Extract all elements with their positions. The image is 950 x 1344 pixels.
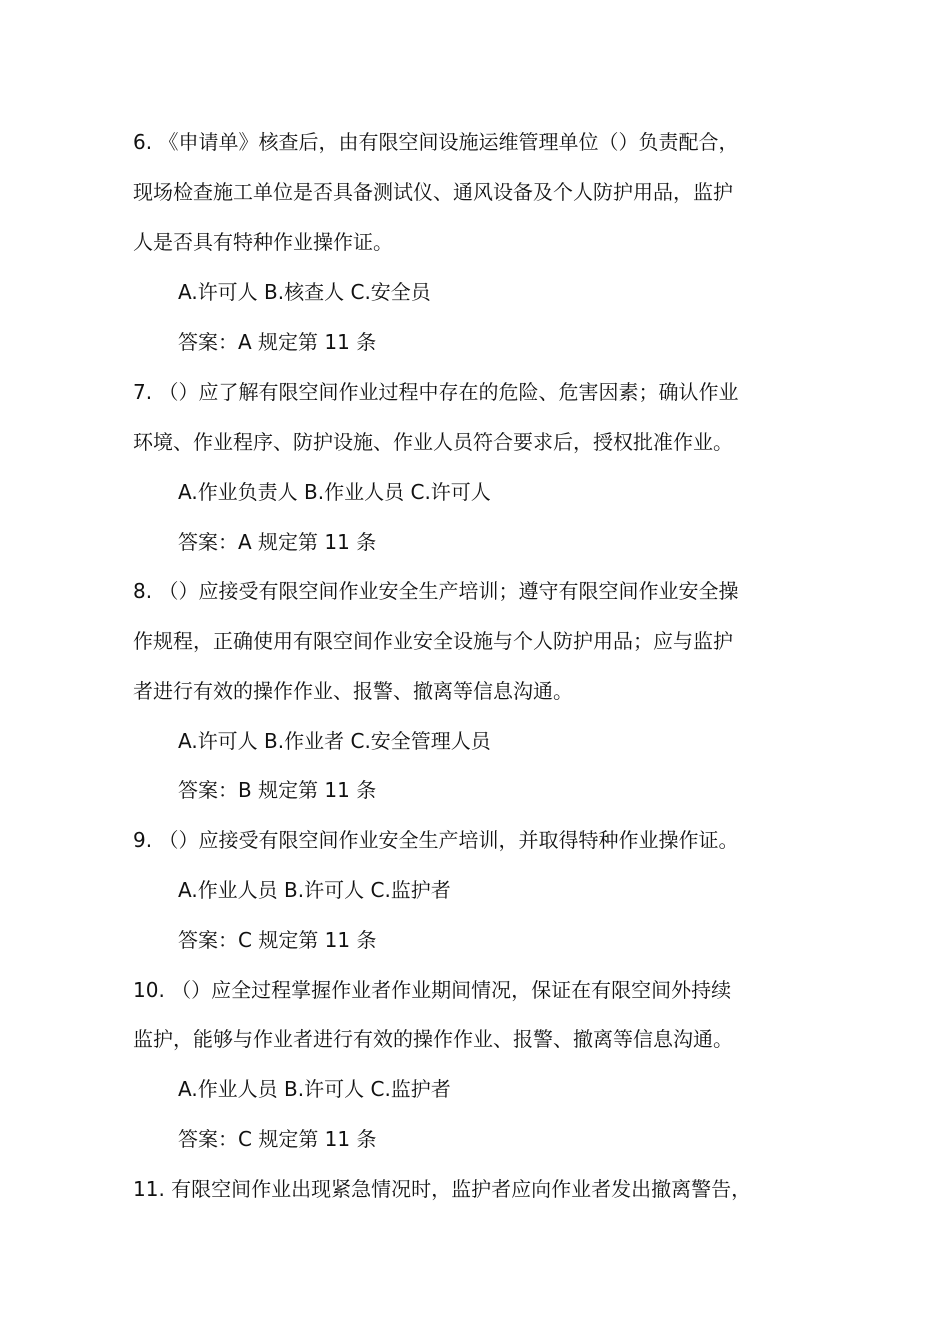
question-10-line-2: 监护，能够与作业者进行有效的操作作业、报警、撤离等信息沟通。 [133,1027,733,1051]
question-9-options: A.作业人员 B.许可人 C.监护者 [178,878,451,902]
question-8-line-3: 者进行有效的操作作业、报警、撤离等信息沟通。 [133,679,573,703]
question-6-options: A.许可人 B.核查人 C.安全员 [178,280,431,304]
question-8-options: A.许可人 B.作业者 C.安全管理人员 [178,729,491,753]
question-10-options: A.作业人员 B.许可人 C.监护者 [178,1077,451,1101]
question-9-line-1: 9. （）应接受有限空间作业安全生产培训，并取得特种作业操作证。 [133,828,739,852]
question-8-answer: 答案：B 规定第 11 条 [178,778,377,802]
question-6-line-3: 人是否具有特种作业操作证。 [133,230,393,254]
question-6-answer: 答案：A 规定第 11 条 [178,330,377,354]
question-6-line-1: 6. 《申请单》核查后，由有限空间设施运维管理单位（）负责配合， [133,130,739,154]
question-8-line-2: 作规程，正确使用有限空间作业安全设施与个人防护用品；应与监护 [133,629,733,653]
question-9-answer: 答案：C 规定第 11 条 [178,928,377,952]
question-7-answer: 答案：A 规定第 11 条 [178,530,377,554]
question-10-line-1: 10. （）应全过程掌握作业者作业期间情况，保证在有限空间外持续 [133,978,732,1002]
question-10-answer: 答案：C 规定第 11 条 [178,1127,377,1151]
question-7-line-2: 环境、作业程序、防护设施、作业人员符合要求后，授权批准作业。 [133,430,733,454]
question-8-line-1: 8. （）应接受有限空间作业安全生产培训；遵守有限空间作业安全操 [133,579,739,603]
question-7-options: A.作业负责人 B.作业人员 C.许可人 [178,480,491,504]
question-7-line-1: 7. （）应了解有限空间作业过程中存在的危险、危害因素；确认作业 [133,380,739,404]
question-11-line-1: 11. 有限空间作业出现紧急情况时，监护者应向作业者发出撤离警告， [133,1177,752,1201]
question-6-line-2: 现场检查施工单位是否具备测试仪、通风设备及个人防护用品，监护 [133,180,733,204]
